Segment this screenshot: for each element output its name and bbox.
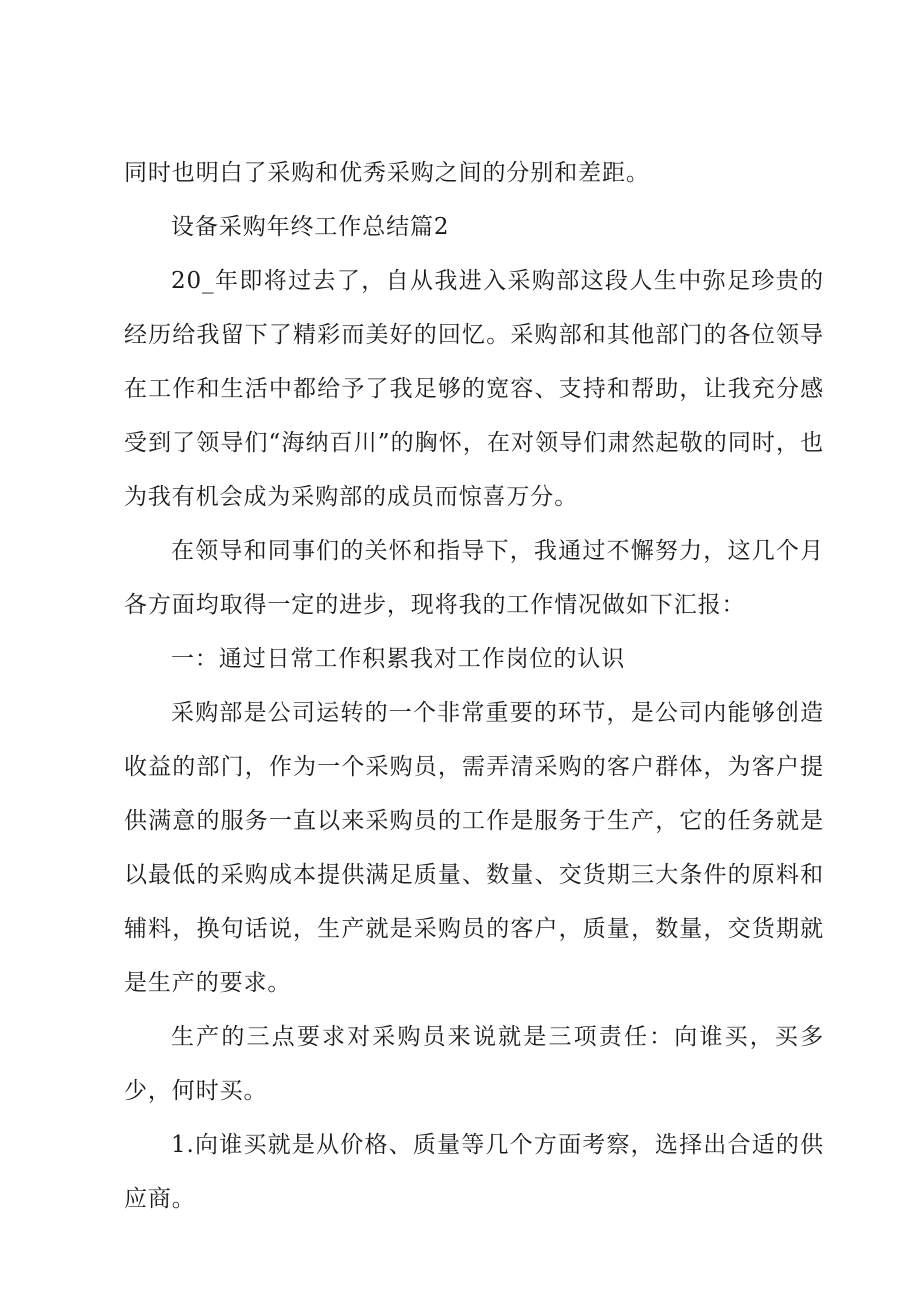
paragraph-report-lead: 在领导和同事们的关怀和指导下，我通过不懈努力，这几个月各方面均取得一定的进步，现将我的工作情况做如下汇报：	[124, 538, 824, 618]
subheading-section-one: 一：通过日常工作积累我对工作岗位的认识	[171, 646, 626, 672]
document-body	[124, 146, 824, 1226]
paragraph-intro: 20_年即将过去了，自从我进入采购部这段人生中弥足珍贵的经历给我留下了精彩而美好的回忆。采购部和其他部门的各位领导在工作和生活中都给予了我足够的宽容、支持和帮助，让我充分感受到了领导们“海纳百川”的胸怀，在对领导们肃然起敬的同时，也为我有机会成为采购部的成员而惊喜万分。	[124, 268, 824, 510]
paragraph-continuation: 同时也明白了采购和优秀采购之间的分别和差距。	[124, 160, 650, 186]
paragraph-department-role: 采购部是公司运转的一个非常重要的环节，是公司内能够创造收益的部门，作为一个采购员，需弄清采购的客户群体，为客户提供满意的服务一直以来采购员的工作是服务于生产，它的任务就是以最低的采购成本提供满足质量、数量、交货期三大条件的原料和辅料，换句话说，生产就是采购员的客户，质量，数量，交货期就是生产的要求。	[124, 700, 824, 996]
section-heading: 设备采购年终工作总结篇2	[171, 214, 450, 240]
paragraph-three-duties: 生产的三点要求对采购员来说就是三项责任：向谁买，买多少，何时买。	[124, 1024, 824, 1104]
list-item-who-to-buy: 1.向谁买就是从价格、质量等几个方面考察，选择出合适的供应商。	[124, 1132, 824, 1212]
